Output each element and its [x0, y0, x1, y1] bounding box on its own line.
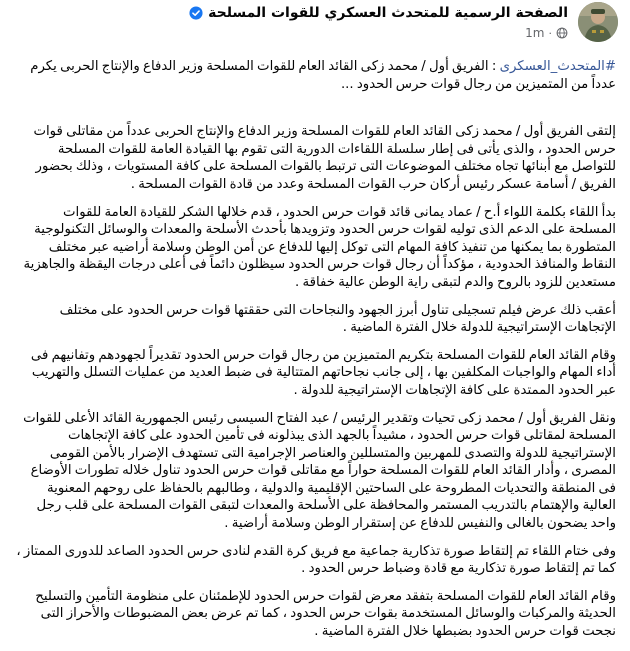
post-paragraph: إلتقى الفريق أول / محمد زكى القائد العام للقوات المسلحة وزير الدفاع والإنتاج الحربى عدداً من مقاتلى قوات حرس الحدود ، والذى يأتى فى إطار سلسلة اللقاءات الدورية التى تقوم بها القيادة العامة للقوات المسلحة للتواصل مع أبنائها تجاه مختلف الموضوعات التى ترتبط بالقوات المسلحة على كافة المستويات ، وذلك بحضور الفريق / أسامة عسكر رئيس أركان حرب القوات المسلحة وعدد من قادة القوات المسلحة .	[33, 124, 616, 192]
page-name-text: الصفحة الرسمية للمتحدث العسكري للقوات المسلحة	[208, 5, 568, 21]
avatar-photo	[578, 2, 618, 42]
post-paragraph: وقام القائد العام للقوات المسلحة بتفقد معرض لقوات حرس الحدود للإطمئنان على منظومة التأمين والتسليح الحديثة والمركبات والوسائل المستخدمة بقوات حرس الحدود ، كما تم عرض بعض المضبوطات والأحراز التى نجحت قوات حرس الحدود بضبطها خلال الفترة الماضية .	[35, 588, 616, 640]
post-intro	[14, 58, 616, 93]
verified-badge-icon	[189, 6, 203, 20]
post-paragraph: وقام القائد العام للقوات المسلحة بتكريم المتميزين من رجال قوات حرس الحدود تقديراً لجهودهم وتفانيهم فى أداء المهام والواجبات المكلفين بها ، إلى جانب نجاحاتهم المتتالية فى ضبط العديد من عمليات التسلل والتهريب عبر الحدود الممتدة على كافة الإتجاهات الإستراتيجية للدولة .	[30, 347, 616, 398]
meta-separator: ·	[548, 26, 552, 40]
spacer	[14, 103, 616, 123]
intro-text: : الفريق أول / محمد زكى القائد العام للقوات المسلحة وزير الدفاع والإنتاج الحربى يكرم عدداً من المتميزين من رجال قوات حرس الحدود ...	[30, 59, 616, 92]
page-avatar[interactable]	[578, 2, 618, 42]
post-header	[0, 2, 630, 58]
post-body	[14, 58, 616, 651]
page-name[interactable]	[185, 5, 568, 21]
post-paragraph: وفى ختام اللقاء تم إلتقاط صورة تذكارية جماعية مع فريق كرة القدم لنادى حرس الحدود الصاعد للدورى الممتاز ، كما تم إلتقاط صورة تذكارية مع قادة وضباط حرس الحدود .	[16, 543, 616, 577]
post-meta	[525, 26, 568, 40]
hashtag-link[interactable]: #المتحدث_العسكرى	[499, 59, 616, 74]
post-time[interactable]: 1m	[525, 26, 545, 40]
post-paragraph: ونقل الفريق أول / محمد زكى تحيات وتقدير الرئيس / عبد الفتاح السيسى رئيس الجمهورية القائد الأعلى للقوات المسلحة لمقاتلى قوات حرس الحدود ، مشيداً بالجهد الذى يبذلونه فى تأمين الحدود على كافة الإتجاهات الإستراتيجية للدولة والتصدى للمهربين والمتسللين والعناصر الإجرامية التى تستهدف الإضرار بالأمن القومى المصرى ، وأدار القائد العام للقوات المسلحة حواراً مع مقاتلى قوات حرس الحدود تناول خلاله تطورات الأوضاع فى المنطقة والتحديات المطروحة على الساحتين الإقليمية والدولية ، وطالبهم بالحفاظ على روحهم المعنوية العالية والإهتمام بالتدريب المستمر والمحافظة على الأسلحة والمعدات لتبقى القوات المسلحة على قلب رجل واحد يضحون بالغالى والنفيس للدفاع عن إستقرار الوطن وسلامة أراضية .	[23, 410, 616, 532]
globe-icon[interactable]	[556, 27, 568, 39]
post-paragraph: بدأ اللقاء بكلمة اللواء أ.ح / عماد يمانى قائد قوات حرس الحدود ، قدم خلالها الشكر للقيادة العامة للقوات المسلحة على الدعم الذى توليه لقوات حرس الحدود وتزويدها بأحدث الأسلحة والمعدات والوسائل التكنولوجية المتطورة بما يمكنها من تنفيذ كافة المهام التى توكل إليها للدفاع عن أمن الوطن وسلامة أراضيه عبر مختلف النقاط والمنافذ الحدودية ، مؤكداً أن رجال قوات حرس الحدود سيظلون دائماً فى أعلى درجات اليقظة والجاهزية مستعدين للزود بالروح والدم لتبقى راية الوطن عالية خفاقة .	[23, 204, 616, 290]
post-paragraph: أعقب ذلك عرض فيلم تسجيلى تناول أبرز الجهود والنجاحات التى حققتها قوات حرس الحدود على مختلف الإتجاهات الإستراتيجية للدولة خلال الفترة الماضية .	[59, 302, 616, 336]
